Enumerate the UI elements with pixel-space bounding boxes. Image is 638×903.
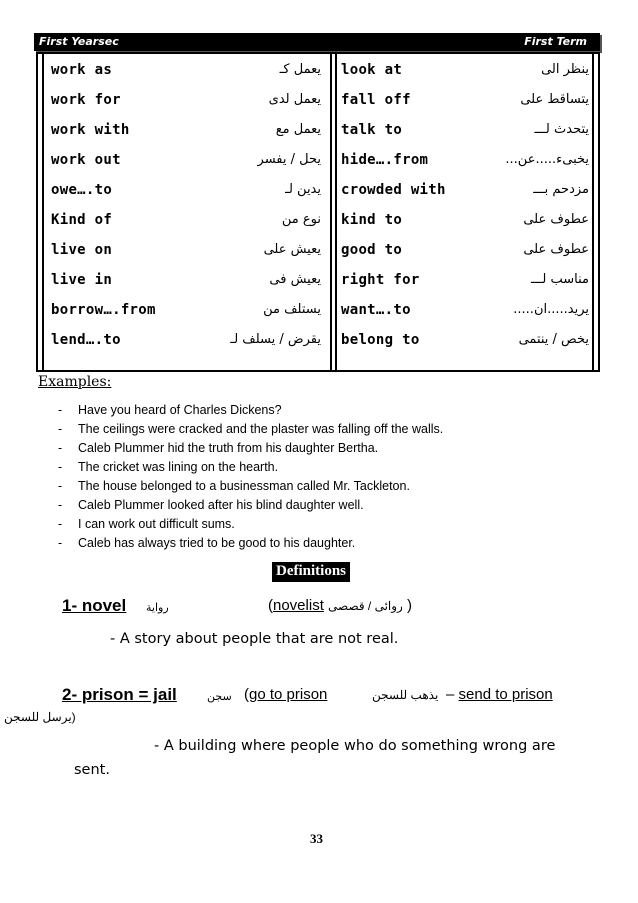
- vocab-meaning: يحل / يفسر: [257, 152, 321, 167]
- vocab-term: hide….from: [341, 152, 429, 168]
- example-text: The house belonged to a businessman called Mr. Tackleton.: [78, 479, 410, 493]
- example-text: Caleb Plummer hid the truth from his daughter Bertha.: [78, 441, 379, 455]
- vocab-meaning: يتحدث لـــ: [534, 122, 589, 137]
- vocab-term: live in: [51, 272, 113, 288]
- vocab-row: [341, 116, 589, 146]
- vocab-column-right: [341, 56, 589, 356]
- list-item: [58, 479, 443, 498]
- vocab-term: work with: [51, 122, 130, 138]
- example-text: Caleb Plummer looked after his blind daughter well.: [78, 498, 364, 512]
- vocab-row: [341, 296, 589, 326]
- phrase-dash: –: [446, 686, 455, 703]
- list-item: [58, 517, 443, 536]
- list-dash: -: [58, 460, 63, 474]
- definitions-heading: Definitions: [272, 562, 350, 582]
- vocab-meaning: يخص / ينتمى: [518, 332, 589, 347]
- term-novel-arabic: رواية: [146, 601, 169, 614]
- list-item: [58, 441, 443, 460]
- vocab-term: Kind of: [51, 212, 113, 228]
- vocab-row: [51, 56, 321, 86]
- vocab-row: [51, 236, 321, 266]
- phrase-send-arabic-line: [4, 710, 76, 724]
- page-number: 33: [310, 831, 323, 846]
- vocab-column-left: [51, 56, 321, 356]
- vocab-row: [341, 326, 589, 356]
- vocab-term: good to: [341, 242, 403, 258]
- term-novel-related: [268, 597, 412, 614]
- paren-close: ): [407, 597, 413, 614]
- vocab-term: kind to: [341, 212, 403, 228]
- header-right: First Term: [524, 35, 587, 48]
- list-dash: -: [58, 517, 63, 531]
- list-item: [58, 422, 443, 441]
- vocab-meaning: يريد.....ان.....: [513, 302, 589, 317]
- list-dash: -: [58, 479, 63, 493]
- vocab-meaning: يعمل مع: [275, 122, 321, 137]
- paren-open: (: [244, 686, 249, 703]
- list-dash: -: [58, 422, 63, 436]
- list-item: [58, 536, 443, 555]
- related-word-novelist: novelist: [273, 597, 324, 614]
- header-left: First Yearsec: [39, 35, 119, 48]
- vocab-term: borrow….from: [51, 302, 156, 318]
- vocab-term: work for: [51, 92, 121, 108]
- example-text: The ceilings were cracked and the plaster was falling off the walls.: [78, 422, 444, 436]
- vocab-term: belong to: [341, 332, 420, 348]
- example-text: Caleb has always tried to be good to his daughter.: [78, 536, 356, 550]
- example-text: I can work out difficult sums.: [78, 517, 235, 531]
- list-item: [58, 460, 443, 479]
- term-prison-arabic: سجن: [207, 690, 232, 703]
- vocab-row: [51, 86, 321, 116]
- paren-close: ): [71, 710, 76, 724]
- term-prison-definition-cont: sent.: [74, 762, 110, 778]
- list-dash: -: [58, 403, 63, 417]
- vocab-term: look at: [341, 62, 403, 78]
- vocab-meaning: يعيش فى: [269, 272, 321, 287]
- vocab-row: [341, 86, 589, 116]
- page-header: [34, 33, 600, 51]
- vocab-meaning: يستلف من: [263, 302, 321, 317]
- phrase-send-to-prison: send to prison: [458, 686, 553, 703]
- vocab-term: talk to: [341, 122, 403, 138]
- vocab-term: crowded with: [341, 182, 446, 198]
- vocab-row: [341, 206, 589, 236]
- vocab-term: live on: [51, 242, 113, 258]
- list-item: [58, 498, 443, 517]
- vocab-term: right for: [341, 272, 420, 288]
- examples-list: [58, 403, 443, 555]
- vocab-term: work as: [51, 62, 113, 78]
- vocab-meaning: يتساقط على: [520, 92, 589, 107]
- term-prison-title: 2- prison = jail: [62, 685, 177, 704]
- vocab-row: [51, 326, 321, 356]
- example-text: The cricket was lining on the hearth.: [78, 460, 279, 474]
- vocab-term: lend….to: [51, 332, 121, 348]
- list-item: [58, 403, 443, 422]
- vocab-meaning: يدين لـ: [285, 182, 321, 197]
- vocab-row: [51, 146, 321, 176]
- vocab-term: fall off: [341, 92, 411, 108]
- vocab-row: [51, 116, 321, 146]
- vocab-meaning: ينظر الى: [541, 62, 589, 77]
- list-dash: -: [58, 498, 63, 512]
- vocab-row: [51, 206, 321, 236]
- vocab-row: [51, 266, 321, 296]
- phrase-send-arabic: يرسل للسجن: [4, 710, 72, 724]
- term-prison-send: [446, 686, 553, 703]
- related-word-arabic: روائى / قصصى: [328, 599, 403, 613]
- vocabulary-table: [36, 52, 600, 372]
- phrase-go-arabic: يذهب للسجن: [372, 688, 439, 702]
- phrase-go-to-prison: go to prison: [249, 686, 328, 703]
- vocab-row: [341, 236, 589, 266]
- vocab-meaning: مزدحم بـــ: [533, 182, 589, 197]
- term-novel-definition: - A story about people that are not real.: [110, 631, 399, 647]
- vocab-row: [51, 176, 321, 206]
- example-text: Have you heard of Charles Dickens?: [78, 403, 282, 417]
- vocab-meaning: يعيش على: [263, 242, 321, 257]
- vocab-term: want….to: [341, 302, 411, 318]
- vocab-row: [341, 56, 589, 86]
- paren-open: (: [268, 597, 273, 614]
- vocab-meaning: يعمل لدى: [268, 92, 321, 107]
- vocab-term: owe….to: [51, 182, 113, 198]
- vocab-row: [341, 266, 589, 296]
- term-prison-related: [244, 686, 327, 703]
- vocab-meaning: نوع من: [281, 212, 321, 227]
- list-dash: -: [58, 536, 63, 550]
- vocab-term: work out: [51, 152, 121, 168]
- vocab-row: [51, 296, 321, 326]
- vocab-meaning: يقرض / يسلف لـ: [230, 332, 321, 347]
- term-novel-title: 1- novel: [62, 596, 127, 615]
- vocab-meaning: يخبىء.....عن...: [505, 152, 589, 167]
- examples-title: Examples:: [38, 374, 112, 390]
- term-prison-definition: - A building where people who do something wrong are: [154, 738, 556, 754]
- vocab-meaning: يعمل كـ: [279, 62, 321, 77]
- list-dash: -: [58, 441, 63, 455]
- vocab-meaning: مناسب لـــ: [530, 272, 589, 287]
- vocab-meaning: عطوف على: [523, 242, 589, 257]
- vocab-meaning: عطوف على: [523, 212, 589, 227]
- vocab-row: [341, 146, 589, 176]
- vocab-row: [341, 176, 589, 206]
